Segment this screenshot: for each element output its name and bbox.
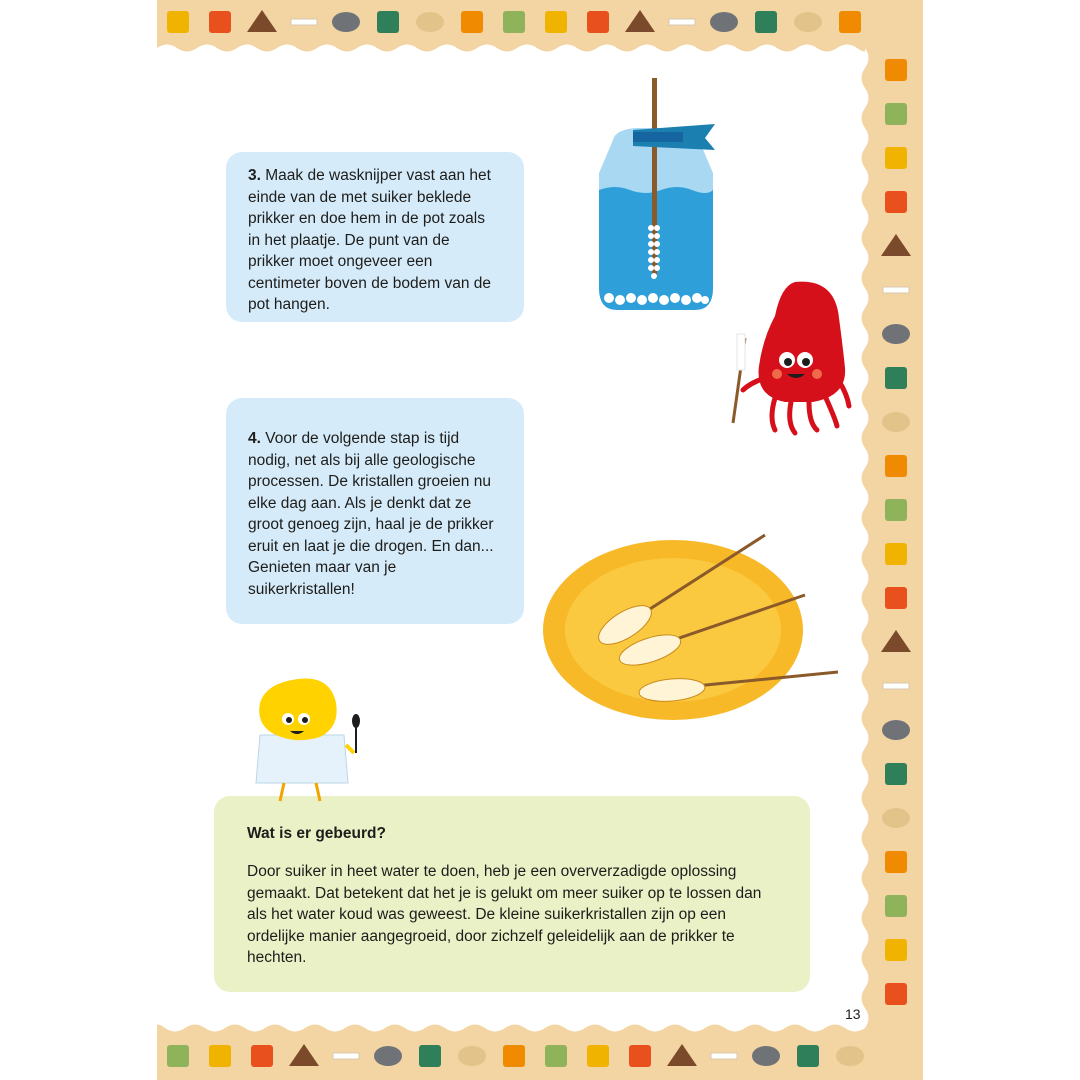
wheelbarrow-icon xyxy=(629,1045,651,1067)
rock-icon xyxy=(710,12,738,32)
soil-layers-icon xyxy=(419,1045,441,1067)
bone-icon xyxy=(669,19,695,25)
step-3-box xyxy=(226,152,524,322)
shovel-icon xyxy=(885,851,907,873)
yellow-character xyxy=(250,675,370,805)
plate-illustration xyxy=(540,530,840,730)
explanation-box xyxy=(214,796,810,992)
sand-icon xyxy=(836,1046,864,1066)
wheelbarrow-icon xyxy=(885,983,907,1005)
sand-icon xyxy=(458,1046,486,1066)
plant-icon xyxy=(885,103,907,125)
bone-icon xyxy=(711,1053,737,1059)
shovel-icon xyxy=(503,1045,525,1067)
step-3-number: 3. xyxy=(248,167,261,184)
rock-icon xyxy=(752,1046,780,1066)
mine-icon xyxy=(881,630,911,652)
wheelbarrow-icon xyxy=(209,11,231,33)
soil-layers-icon xyxy=(755,11,777,33)
explanation-title: Wat is er gebeurd? xyxy=(247,825,386,842)
step-4-text xyxy=(248,428,500,600)
mine-icon xyxy=(289,1044,319,1066)
step-4-number: 4. xyxy=(248,430,261,447)
wheelbarrow-icon xyxy=(587,11,609,33)
step-4-body: Voor de volgende stap is tijd nodig, net als bij alle geologische processen. De kristallen groeien nu elke dag aan. Als je denkt dat ze groot genoeg zijn, haal je de prikker eruit en laat je die drogen. En dan... Genieten maar van je suikerkristallen! xyxy=(248,430,494,598)
mine-icon xyxy=(881,234,911,256)
step-4-box xyxy=(226,398,524,624)
shovel-icon xyxy=(885,59,907,81)
sand-icon xyxy=(794,12,822,32)
rock-icon xyxy=(332,12,360,32)
tripod-icon xyxy=(885,147,907,169)
rock-icon xyxy=(882,720,910,740)
sand-icon xyxy=(416,12,444,32)
shovel-icon xyxy=(885,455,907,477)
wheelbarrow-icon xyxy=(885,191,907,213)
soil-layers-icon xyxy=(377,11,399,33)
bone-icon xyxy=(333,1053,359,1059)
bone-icon xyxy=(883,683,909,689)
rock-icon xyxy=(374,1046,402,1066)
jar-illustration xyxy=(595,78,735,318)
wheelbarrow-icon xyxy=(885,587,907,609)
bone-icon xyxy=(883,287,909,293)
soil-layers-icon xyxy=(797,1045,819,1067)
step-3-text xyxy=(248,165,498,316)
explanation-text: Door suiker in heet water te doen, heb je een oververzadigde oplossing gemaakt. Dat betekent dat het je is gelukt om meer suiker op te lossen dan als het water koud was geweest. De kleine suikerkristallen zijn op een ordelijke manier aangegroeid, door zichzelf geleidelijk aan de prikker te hechten. xyxy=(247,863,762,966)
mine-icon xyxy=(247,10,277,32)
soil-layers-icon xyxy=(885,367,907,389)
tripod-icon xyxy=(885,543,907,565)
bone-icon xyxy=(291,19,317,25)
wheelbarrow-icon xyxy=(251,1045,273,1067)
shovel-icon xyxy=(461,11,483,33)
plant-icon xyxy=(885,499,907,521)
plant-icon xyxy=(545,1045,567,1067)
rock-icon xyxy=(882,324,910,344)
page-number: 13 xyxy=(845,1006,861,1022)
red-character xyxy=(725,278,865,438)
tripod-icon xyxy=(209,1045,231,1067)
mine-icon xyxy=(625,10,655,32)
plant-icon xyxy=(503,11,525,33)
tripod-icon xyxy=(885,939,907,961)
tripod-icon xyxy=(545,11,567,33)
tripod-icon xyxy=(167,11,189,33)
shovel-icon xyxy=(839,11,861,33)
step-3-body: Maak de wasknijper vast aan het einde van de met suiker beklede prikker en doe hem in de pot zoals in het plaatje. De punt van de prikker moet ongeveer een centimeter boven de bodem van de pot hangen. xyxy=(248,167,491,313)
plant-icon xyxy=(885,895,907,917)
sand-icon xyxy=(882,412,910,432)
sand-icon xyxy=(882,808,910,828)
plant-icon xyxy=(167,1045,189,1067)
mine-icon xyxy=(667,1044,697,1066)
tripod-icon xyxy=(587,1045,609,1067)
soil-layers-icon xyxy=(885,763,907,785)
